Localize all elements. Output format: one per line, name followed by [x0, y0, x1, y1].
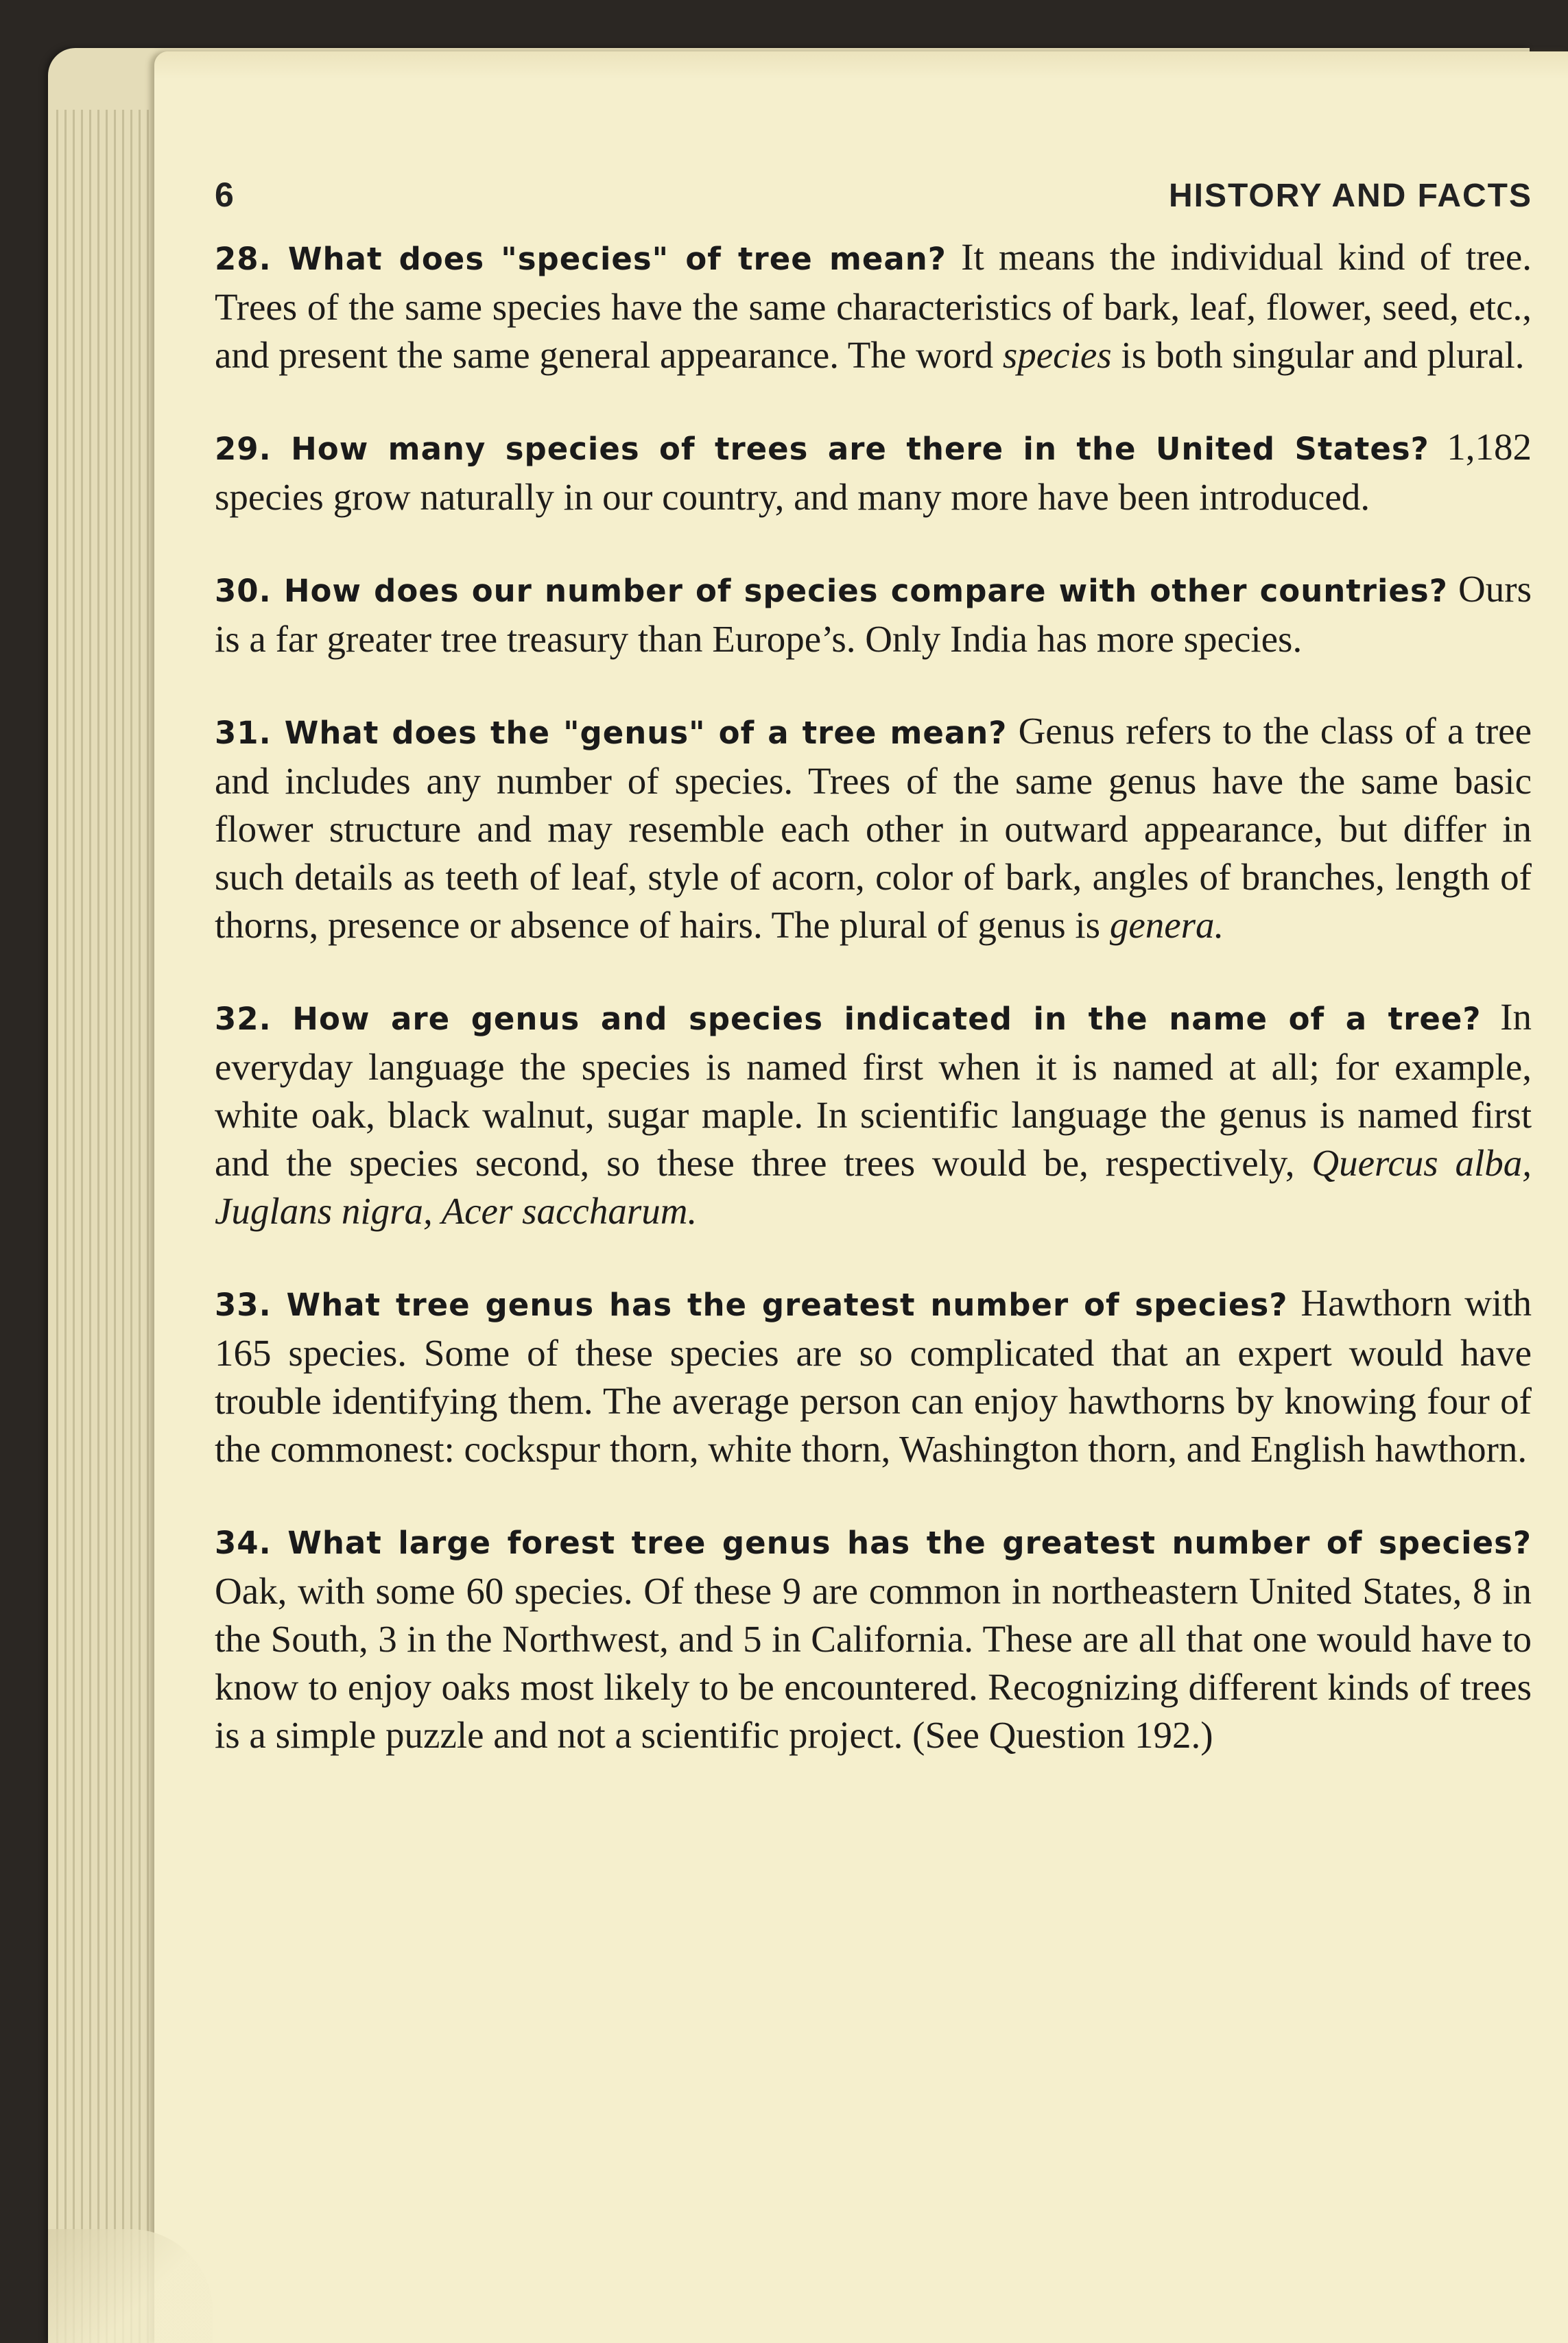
qa-entry-34: [215, 1517, 1532, 1759]
answer-end: is both singular and plural.: [1111, 334, 1525, 376]
qa-entry-29: [215, 423, 1532, 521]
question: 29. How many species of trees are there in the United States?: [215, 431, 1429, 467]
qa-entry-33: [215, 1279, 1532, 1473]
page-header: [215, 175, 1532, 215]
question: 32. How are genus and species indicated in the name of a tree?: [215, 1001, 1482, 1037]
qa-entry-28: [215, 233, 1532, 379]
question: 33. What tree genus has the greatest number of species?: [215, 1287, 1288, 1323]
answer: It means the individual kind of tree. Trees of the same species have the same characteristics of bark, leaf, flower, seed, etc., and present the same general appearance. The word: [215, 236, 1532, 376]
qa-entry-30: [215, 565, 1532, 663]
answer: Ours is a far greater tree treasury than Europe’s. Only India has more species.: [215, 568, 1532, 660]
answer: Oak, with some 60 species. Of these 9 are common in northeastern United States, 8 in the South, 3 in the Northwest, and 5 in California. These are all that one would have to know to enjoy oaks most likely to be encountered. Recognizing different kinds of trees is a simple puzzle and not a scientific project. (See Question 192.): [215, 1570, 1532, 1756]
question: 30. How does our number of species compare with other countries?: [215, 573, 1448, 609]
answer-italic: species: [1002, 334, 1112, 376]
question: 28. What does "species" of tree mean?: [215, 241, 947, 277]
running-head: HISTORY AND FACTS: [1168, 178, 1532, 214]
question: 31. What does the "genus" of a tree mean?: [215, 715, 1008, 751]
answer: In everyday language the species is named first when it is named at all; for example, white oak, black walnut, sugar maple. In scientific language the genus is named first and the species second, so these three trees would be, respectively,: [215, 996, 1532, 1184]
answer-italic: genera.: [1109, 904, 1224, 946]
page-number: 6: [215, 176, 234, 214]
qa-entry-31: [215, 707, 1532, 949]
answer: Genus refers to the class of a tree and includes any number of species. Trees of the same genus have the same basic flower structure and may resemble each other in outward appearance, but differ in such details as teeth of leaf, style of acorn, color of bark, angles of branches, length of thorns, presence or absence of hairs. The plural of genus is: [215, 710, 1532, 946]
page-body: [215, 233, 1532, 1803]
answer-italic: Quercus alba, Juglans nigra, Acer saccharum.: [215, 1142, 1532, 1232]
answer: 1,182 species grow naturally in our country, and many more have been introduced.: [215, 426, 1532, 518]
answer: Hawthorn with 165 species. Some of these species are so complicated that an expert would have trouble identifying them. The average person can enjoy hawthorns by knowing four of the commonest: cockspur thorn, white thorn, Washington thorn, and English hawthorn.: [215, 1282, 1532, 1470]
qa-entry-32: [215, 993, 1532, 1235]
question: 34. What large forest tree genus has the greatest number of species?: [215, 1525, 1532, 1561]
